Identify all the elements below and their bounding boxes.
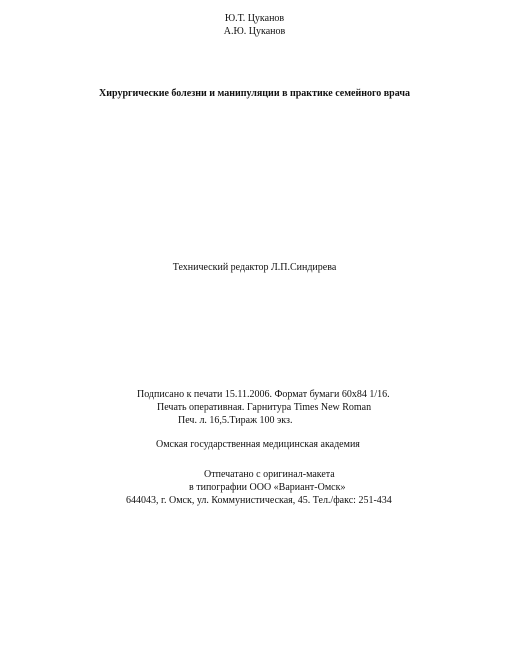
technical-editor: Технический редактор Л.П.Синдирева — [172, 262, 337, 273]
author-1: Ю.Т. Цуканов — [224, 13, 285, 24]
printer-line-2: в типографии ООО «Вариант-Омск» — [189, 482, 346, 493]
document-title: Хирургические болезни и манипуляции в практике семейного врача — [99, 88, 410, 99]
printer-line-1: Отпечатано с оригинал-макета — [204, 469, 335, 480]
imprint-signed: Подписано к печати 15.11.2006. Формат бумаги 60х84 1/16. — [137, 389, 390, 400]
publisher: Омская государственная медицинская академия — [156, 439, 360, 450]
imprint-printing: Печать оперативная. Гарнитура Times New Roman — [157, 402, 372, 413]
author-2: А.Ю. Цуканов — [223, 26, 286, 37]
imprint-sheets: Печ. л. 16,5.Тираж 100 экз. — [178, 415, 293, 426]
printer-address: 644043, г. Омск, ул. Коммунистическая, 45. Тел./факс: 251-434 — [126, 495, 392, 506]
